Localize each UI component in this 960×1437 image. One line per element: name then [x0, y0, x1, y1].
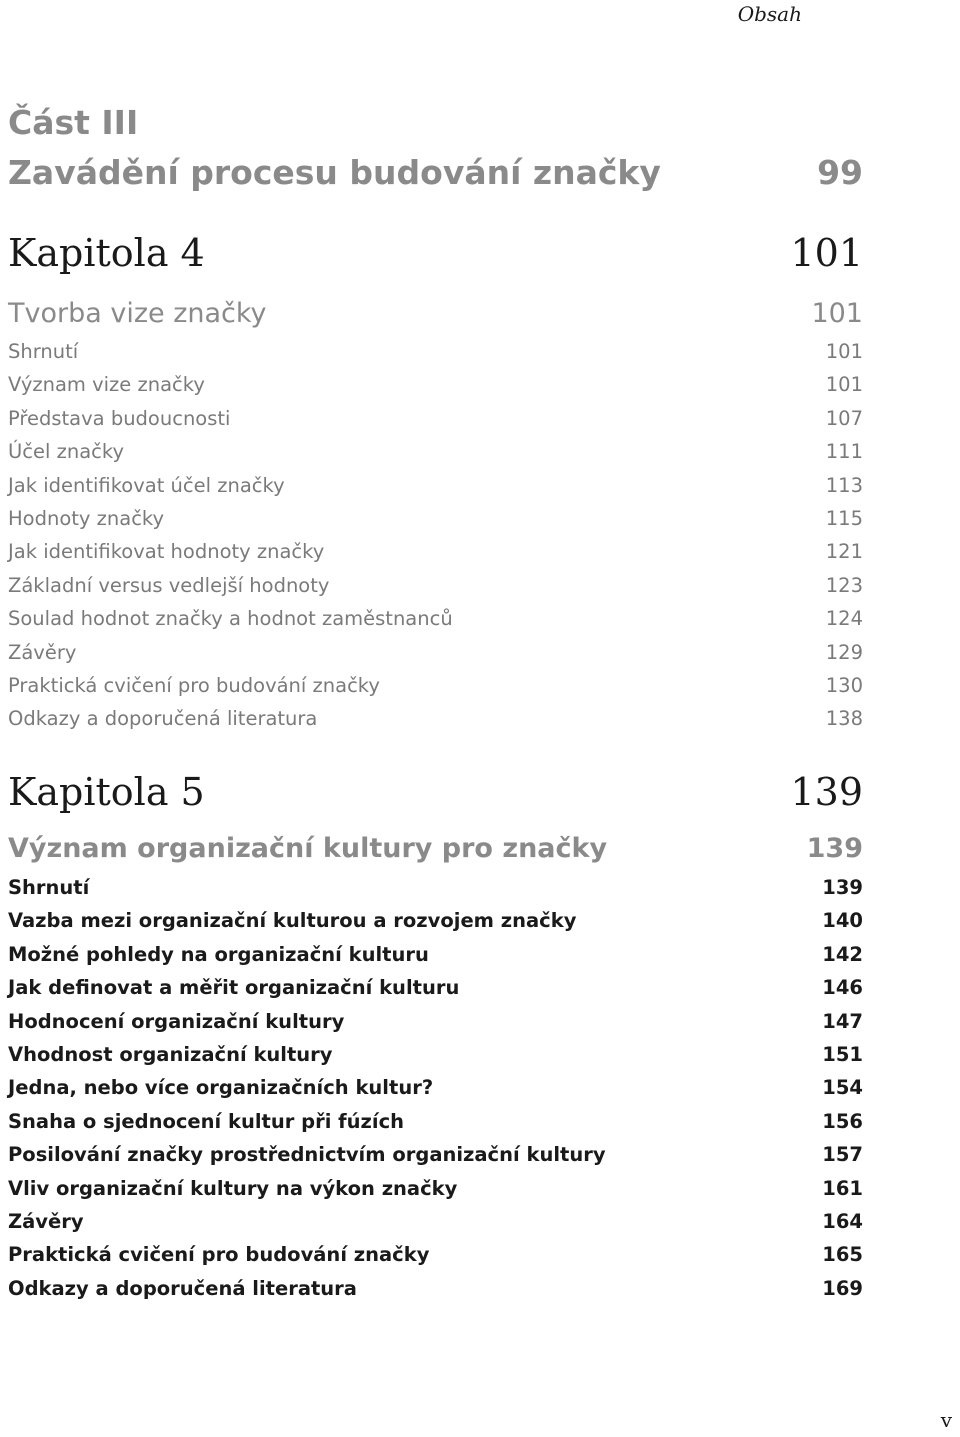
toc-entry[interactable]	[8, 971, 863, 1004]
chapter-title-page-number: 139	[806, 833, 863, 864]
chapter-4-heading[interactable]	[8, 230, 863, 276]
toc-entry-title: Závěry	[8, 1209, 84, 1233]
toc-entry-page: 138	[825, 707, 863, 731]
part-page-number: 99	[817, 153, 863, 192]
chapter-4-title-row[interactable]	[8, 296, 863, 332]
toc-entry-title: Odkazy a doporučená literatura	[8, 1276, 357, 1300]
toc-entry[interactable]	[8, 402, 863, 435]
toc-entry-page: 130	[825, 673, 863, 697]
chapter-page-number: 139	[790, 770, 863, 814]
chapter-title: Význam organizační kultury pro značky	[8, 833, 608, 864]
toc-entry-title: Hodnoty značky	[8, 506, 165, 530]
toc-entry-title: Základní versus vedlejší hodnoty	[8, 573, 330, 597]
toc-entry-title: Snaha o sjednocení kultur při fúzích	[8, 1109, 405, 1133]
chapter-title: Tvorba vize značky	[8, 298, 267, 329]
toc-entry-title: Soulad hodnot značky a hodnot zaměstnanců	[8, 607, 453, 631]
toc-entry[interactable]	[8, 1172, 863, 1205]
toc-entry[interactable]	[8, 602, 863, 635]
toc-entry[interactable]	[8, 669, 863, 702]
toc-entry[interactable]	[8, 938, 863, 971]
toc-entry-page: 147	[822, 1009, 863, 1033]
toc-entry[interactable]	[8, 1238, 863, 1271]
chapter-5-entries	[8, 871, 863, 1305]
toc-entry[interactable]	[8, 1071, 863, 1104]
toc-entry-page: 124	[825, 607, 863, 631]
toc-entry-title: Představa budoucnosti	[8, 406, 231, 430]
toc-entry-title: Jak identifikovat hodnoty značky	[8, 540, 325, 564]
toc-entry-page: 161	[822, 1176, 863, 1200]
toc-entry-title: Vliv organizační kultury na výkon značky	[8, 1176, 458, 1200]
toc-entry-page: 169	[822, 1276, 863, 1300]
toc-entry[interactable]	[8, 702, 863, 735]
toc-entry-page: 156	[822, 1109, 863, 1133]
toc-entry-page: 139	[822, 876, 863, 899]
toc-entry[interactable]	[8, 469, 863, 502]
toc-entry-page: 101	[825, 340, 863, 363]
toc-entry-page: 164	[822, 1209, 863, 1233]
toc-entry-title: Možné pohledy na organizační kulturu	[8, 942, 429, 966]
toc-entry[interactable]	[8, 502, 863, 535]
toc-entry-page: 113	[825, 473, 863, 497]
toc-entry-page: 142	[822, 942, 863, 966]
toc-entry-title: Účel značky	[8, 440, 125, 464]
toc-entry-title: Shrnutí	[8, 340, 79, 363]
toc-entry[interactable]	[8, 569, 863, 602]
page-folio: v	[940, 1408, 952, 1432]
toc-entry[interactable]	[8, 1105, 863, 1138]
chapter-label: Kapitola 4	[8, 231, 205, 275]
toc-entry-title: Jak definovat a měřit organizační kulturu	[8, 976, 460, 1000]
toc-entry-page: 154	[822, 1076, 863, 1100]
toc-entry[interactable]	[8, 904, 863, 937]
toc-entry-page: 129	[825, 640, 863, 664]
chapter-5-heading[interactable]	[8, 769, 863, 815]
chapter-4-section	[8, 230, 863, 736]
toc-entry-page: 123	[825, 573, 863, 597]
toc-entry[interactable]	[8, 535, 863, 568]
chapter-page-number: 101	[790, 231, 863, 275]
chapter-label: Kapitola 5	[8, 770, 205, 814]
chapter-5-title-row[interactable]	[8, 831, 863, 867]
toc-entry-title: Hodnocení organizační kultury	[8, 1009, 345, 1033]
toc-entry-title: Shrnutí	[8, 876, 90, 899]
toc-entry[interactable]	[8, 335, 863, 368]
toc-entry-title: Posilování značky prostřednictvím organizační kultury	[8, 1143, 606, 1167]
toc-entry[interactable]	[8, 368, 863, 401]
toc-entry-page: 151	[822, 1042, 863, 1066]
chapter-4-entries	[8, 335, 863, 736]
toc-entry[interactable]	[8, 1038, 863, 1071]
toc-entry[interactable]	[8, 1205, 863, 1238]
toc-entry-page: 146	[822, 976, 863, 1000]
toc-entry-title: Jedna, nebo více organizačních kultur?	[8, 1076, 434, 1100]
toc-entry-page: 101	[825, 373, 863, 397]
chapter-title-page-number: 101	[811, 298, 863, 329]
toc-entry-page: 121	[825, 540, 863, 564]
toc-entry-title: Jak identifikovat účel značky	[8, 473, 285, 497]
running-header: Obsah	[737, 2, 802, 26]
toc-entry-title: Praktická cvičení pro budování značky	[8, 1243, 430, 1267]
toc-entry-title: Vazba mezi organizační kulturou a rozvojem značky	[8, 909, 577, 933]
toc-entry[interactable]	[8, 435, 863, 468]
toc-entry-page: 157	[822, 1143, 863, 1167]
toc-entry[interactable]	[8, 871, 863, 904]
part-label: Část III	[8, 103, 139, 142]
toc-entry[interactable]	[8, 636, 863, 669]
toc-entry-page: 111	[825, 440, 863, 464]
toc-entry-title: Odkazy a doporučená literatura	[8, 707, 318, 731]
part-title-row[interactable]	[8, 150, 863, 196]
toc-entry-page: 115	[825, 506, 863, 530]
toc-entry-title: Praktická cvičení pro budování značky	[8, 673, 380, 697]
toc-entry[interactable]	[8, 1138, 863, 1171]
toc-entry-title: Závěry	[8, 640, 77, 664]
toc-entry[interactable]	[8, 1005, 863, 1038]
part-heading	[8, 100, 863, 196]
toc-entry-page: 165	[822, 1243, 863, 1267]
chapter-5-section	[8, 769, 863, 1305]
toc-entry-title: Vhodnost organizační kultury	[8, 1042, 333, 1066]
part-title: Zavádění procesu budování značky	[8, 153, 661, 192]
toc-entry-page: 107	[825, 406, 863, 430]
toc-entry[interactable]	[8, 1272, 863, 1305]
toc-entry-page: 140	[822, 909, 863, 933]
toc-entry-title: Význam vize značky	[8, 373, 205, 397]
